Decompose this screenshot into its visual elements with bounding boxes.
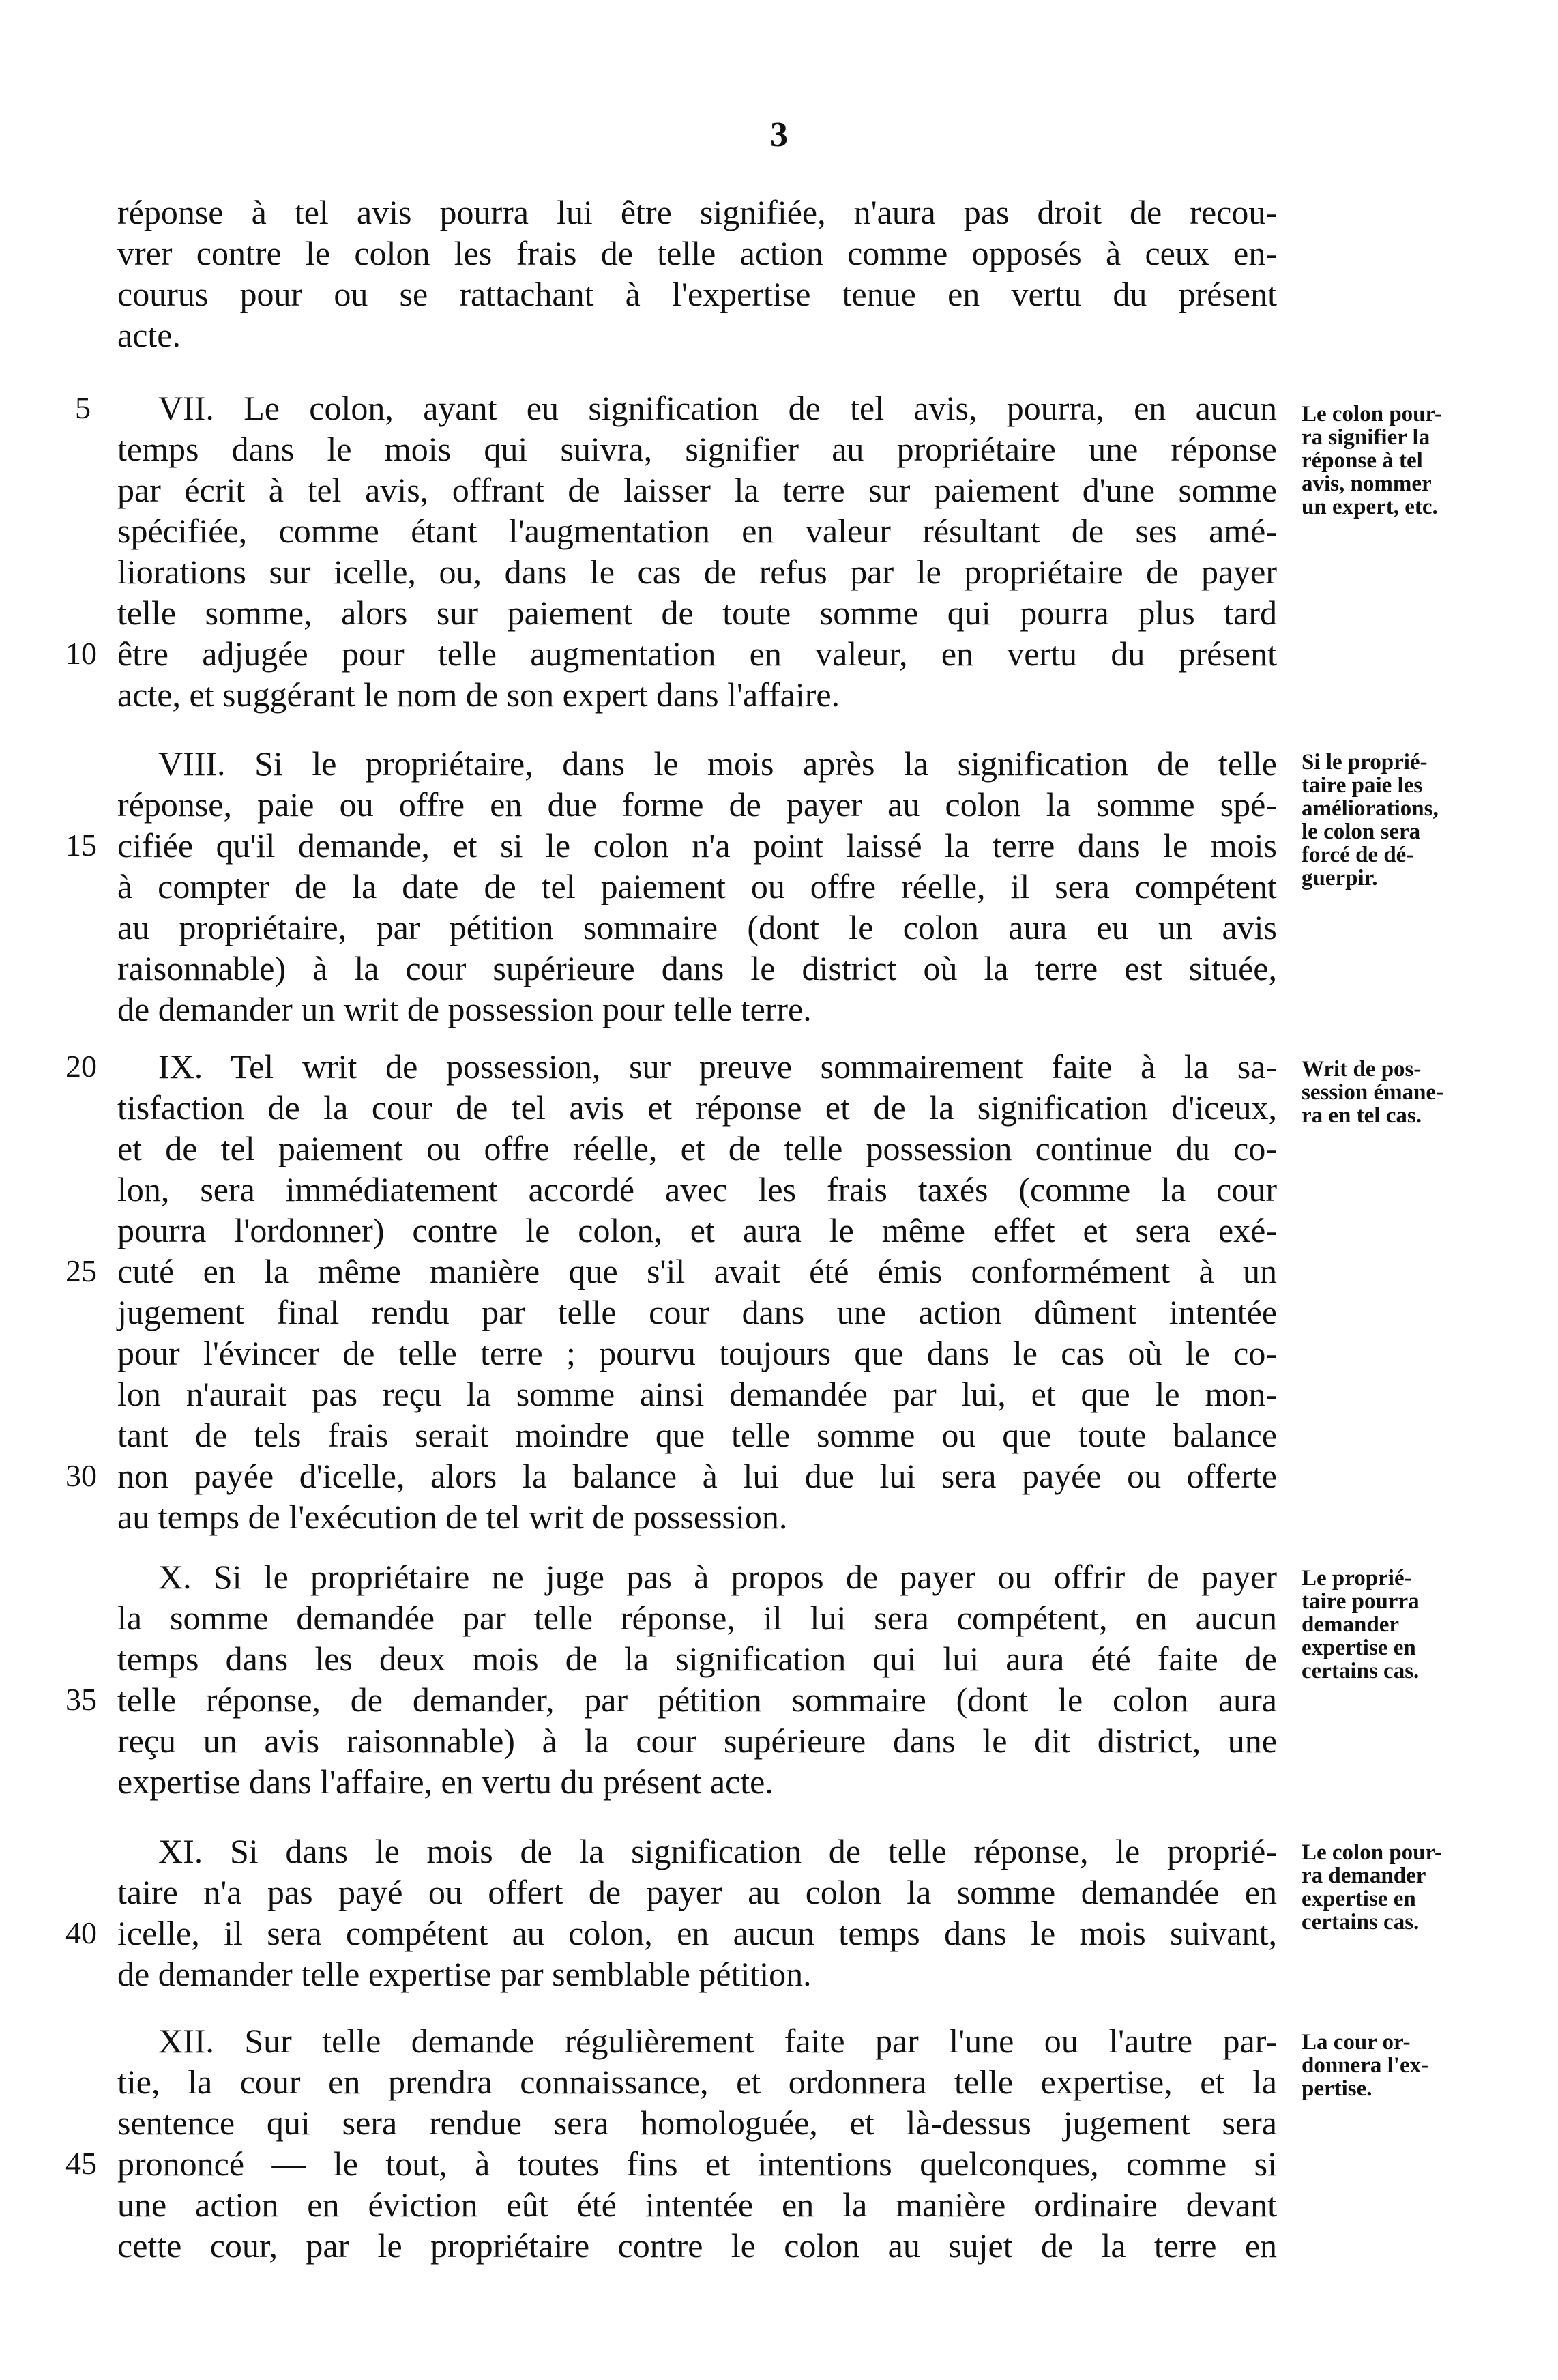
margin-note-section-vii [1302,403,1493,519]
margin-note-line: forcé de dé- [1302,843,1414,867]
text-line: réponse à tel avis pourra lui être signifiée, n'aura pas droit de recou- [117,193,1277,231]
margin-note-line: taire pourra [1302,1589,1420,1614]
margin-note-line: améliorations, [1302,796,1439,821]
margin-note-line: Si le proprié- [1302,750,1428,774]
text-line: à compter de la date de tel paiement ou offre réelle, il sera compétent [117,867,1277,905]
line-number: 5 [75,390,91,425]
text-line: lon, sera immédiatement accordé avec les frais taxés (comme la cour [117,1170,1277,1208]
line-number: 15 [65,828,97,862]
text-line: telle somme, alors sur paiement de toute somme qui pourra plus tard [117,594,1277,632]
text-line: de demander un writ de possession pour telle terre. [117,990,812,1028]
margin-note-section-x [1302,1567,1493,1683]
text-line: jugement final rendu par telle cour dans une action dûment intentée [117,1293,1277,1331]
text-line: de demander telle expertise par semblable pétition. [117,1955,812,1993]
text-line: être adjugée pour telle augmentation en valeur, en vertu du présent [117,635,1277,673]
margin-note-line: certains cas. [1302,1659,1420,1683]
section-x-first-line: X. Si le propriétaire ne juge pas à propos de payer ou offrir de payer [158,1558,1277,1596]
line-number: 45 [65,2146,97,2181]
line-number: 20 [65,1049,97,1084]
line-number: 35 [65,1682,97,1717]
margin-note-line: Le proprié- [1302,1566,1412,1591]
text-line: tisfaction de la cour de tel avis et réponse et de la signification d'iceux, [117,1088,1277,1127]
text-line: pour l'évincer de telle terre ; pourvu toujours que dans le cas où le co- [117,1334,1277,1372]
page-number: 3 [770,115,788,154]
text-line: au propriétaire, par pétition sommaire (dont le colon aura eu un avis [117,908,1277,946]
margin-note-line: Le colon pour- [1302,402,1442,426]
margin-note-line: ra demander [1302,1863,1426,1888]
margin-note-section-ix [1302,1058,1493,1127]
line-number: 25 [65,1253,97,1288]
margin-note-line: réponse à tel [1302,448,1423,473]
margin-note-line: certains cas. [1302,1910,1420,1934]
margin-note-line: donnera l'ex- [1302,2053,1429,2078]
text-line: temps dans les deux mois de la signification qui lui aura été faite de [117,1640,1277,1678]
text-line: cuté en la même manière que s'il avait été émis conformément à un [117,1252,1277,1290]
margin-note-line: La cour or- [1302,2030,1411,2055]
margin-note-line: pertise. [1302,2076,1372,2101]
text-line: lon n'aurait pas reçu la somme ainsi demandée par lui, et que le mon- [117,1375,1277,1413]
text-line: raisonnable) à la cour supérieure dans le district où la terre est située, [117,949,1277,987]
text-line: tant de tels frais serait moindre que telle somme ou que toute balance [117,1416,1277,1454]
margin-note-section-xii [1302,2031,1493,2100]
text-line: non payée d'icelle, alors la balance à lui due lui sera payée ou offerte [117,1457,1277,1495]
text-line: et de tel paiement ou offre réelle, et de telle possession continue du co- [117,1129,1277,1167]
text-line: vrer contre le colon les frais de telle action comme opposés à ceux en- [117,234,1277,272]
margin-note-line: ra signifier la [1302,425,1430,450]
text-line: expertise dans l'affaire, en vertu du présent acte. [117,1762,774,1801]
margin-note-section-viii [1302,751,1493,890]
margin-note-line: un expert, etc. [1302,495,1438,519]
margin-note-line: guerpir. [1302,866,1378,890]
text-line: telle réponse, de demander, par pétition sommaire (dont le colon aura [117,1681,1277,1719]
text-line: une action en éviction eût été intentée en la manière ordinaire devant [117,2186,1277,2224]
text-line: courus pour ou se rattachant à l'expertise tenue en vertu du présent [117,275,1277,313]
margin-note-section-xi [1302,1841,1493,1934]
text-line: reçu un avis raisonnable) à la cour supérieure dans le dit district, une [117,1722,1277,1760]
margin-note-line: taire paie les [1302,773,1423,798]
text-line: liorations sur icelle, ou, dans le cas de refus par le propriétaire de payer [117,553,1277,591]
margin-note-line: Writ de pos- [1302,1057,1422,1082]
text-line: pourra l'ordonner) contre le colon, et aura le même effet et sera exé- [117,1211,1277,1249]
text-line: prononcé — le tout, à toutes fins et intentions quelconques, comme si [117,2145,1277,2183]
margin-note-line: session émane- [1302,1080,1444,1105]
text-line: taire n'a pas payé ou offert de payer au colon la somme demandée en [117,1873,1277,1911]
margin-note-line: demander [1302,1612,1399,1637]
line-number: 40 [65,1915,97,1950]
text-line: la somme demandée par telle réponse, il lui sera compétent, en aucun [117,1599,1277,1637]
section-viii-first-line: VIII. Si le propriétaire, dans le mois après la signification de telle [158,744,1277,783]
margin-note-line: Le colon pour- [1302,1840,1442,1865]
line-number: 10 [65,636,97,671]
section-xi-first-line: XI. Si dans le mois de la signification de telle réponse, le proprié- [158,1832,1277,1870]
section-xii-first-line: XII. Sur telle demande régulièrement faite par l'une ou l'autre par- [158,2022,1277,2060]
margin-note-line: expertise en [1302,1636,1416,1660]
text-line: icelle, il sera compétent au colon, en aucun temps dans le mois suivant, [117,1914,1277,1952]
text-line: acte. [117,316,181,354]
margin-note-line: avis, nommer [1302,471,1432,496]
text-line: au temps de l'exécution de tel writ de possession. [117,1498,788,1536]
section-vii-first-line: VII. Le colon, ayant eu signification de tel avis, pourra, en aucun [158,389,1277,427]
text-line: temps dans le mois qui suivra, signifier au propriétaire une réponse [117,430,1277,468]
text-line: cifiée qu'il demande, et si le colon n'a point laissé la terre dans le mois [117,826,1277,865]
text-line: réponse, paie ou offre en due forme de payer au colon la somme spé- [117,785,1277,824]
text-line: acte, et suggérant le nom de son expert dans l'affaire. [117,676,840,714]
text-line: cette cour, par le propriétaire contre le colon au sujet de la terre en [117,2226,1277,2265]
text-line: sentence qui sera rendue sera homologuée, et là-dessus jugement sera [117,2104,1277,2142]
text-line: tie, la cour en prendra connaissance, et ordonnera telle expertise, et la [117,2063,1277,2101]
margin-note-line: ra en tel cas. [1302,1103,1422,1128]
section-ix-first-line: IX. Tel writ de possession, sur preuve sommairement faite à la sa- [158,1047,1277,1086]
margin-note-line: expertise en [1302,1887,1416,1911]
line-number: 30 [65,1458,97,1493]
text-line: spécifiée, comme étant l'augmentation en valeur résultant de ses amé- [117,512,1277,550]
margin-note-line: le colon sera [1302,819,1421,844]
text-line: par écrit à tel avis, offrant de laisser la terre sur paiement d'une somme [117,471,1277,509]
